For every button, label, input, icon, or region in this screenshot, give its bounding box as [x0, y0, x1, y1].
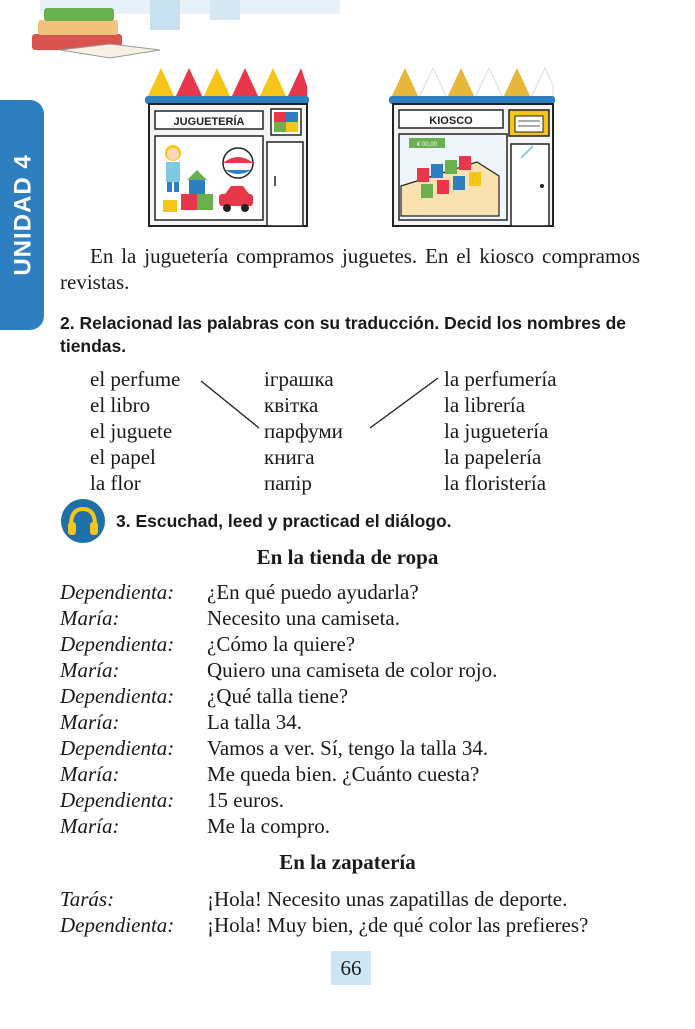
dialogue1-title: En la tienda de ropa: [256, 545, 439, 569]
speaker: Dependienta:: [60, 684, 175, 708]
line-text: Necesito una camiseta.: [207, 606, 400, 630]
dialogue-line: [60, 814, 330, 838]
ukrainian-word: парфуми: [264, 419, 343, 443]
dialogue-line: [60, 684, 348, 708]
spanish-word: el perfume: [90, 367, 181, 391]
line-text: ¿Cómo la quiere?: [207, 632, 356, 656]
exercise2-instruction: 2. Relacionad las palabras con su traducción. Decid los nombres de tiendas.: [60, 313, 627, 356]
line-text: ¡Hola! Necesito unas zapatillas de deporte.: [207, 887, 568, 911]
dialogue-line: [60, 736, 488, 760]
shop-name: la juguetería: [444, 419, 549, 443]
speaker: Tarás:: [60, 887, 115, 911]
speaker: María:: [60, 658, 120, 682]
line-text: ¿Qué talla tiene?: [207, 684, 349, 708]
speaker: Dependienta:: [60, 788, 175, 812]
price-tag: € 00,00: [416, 142, 438, 148]
shop-name: la floristería: [444, 471, 547, 495]
dialogue-line: [60, 632, 355, 656]
line-text: ¿En qué puedo ayudarla?: [207, 580, 419, 604]
dialogue-line: [60, 658, 497, 682]
ukrainian-word: папір: [264, 471, 312, 495]
spanish-word: el papel: [90, 445, 156, 469]
headphones-icon: [60, 498, 106, 544]
kiosk-sign: KIOSCO: [429, 115, 473, 127]
speaker: María:: [60, 606, 120, 630]
dialogue-line: [60, 710, 302, 734]
speaker: Dependienta:: [60, 913, 175, 937]
match-line: [201, 381, 259, 428]
speaker: Dependienta:: [60, 736, 175, 760]
line-text: 15 euros.: [207, 788, 284, 812]
speaker: María:: [60, 762, 120, 786]
unit-tab-label: UNIDAD 4: [10, 154, 37, 276]
dialogue-line: [60, 788, 284, 812]
line-text: La talla 34.: [207, 710, 303, 734]
dialogue-line: [60, 913, 588, 937]
spanish-word: el libro: [90, 393, 151, 417]
dialogue-line: [60, 580, 419, 604]
speaker: Dependienta:: [60, 632, 175, 656]
exercise3-instruction: 3. Escuchad, leed y practicad el diálogo.: [116, 511, 452, 531]
line-text: Me queda bien. ¿Cuánto cuesta?: [207, 762, 480, 786]
toy-store-sign: JUGUETERÍA: [173, 116, 245, 128]
shop-name: la perfumería: [444, 367, 557, 391]
shop-name: la papelería: [444, 445, 542, 469]
intro-paragraph: En la juguetería compramos juguetes. En el kiosco compramos revistas.: [60, 244, 640, 294]
line-text: Me la compro.: [207, 814, 331, 838]
dialogue-line: [60, 606, 400, 630]
line-text: ¡Hola! Muy bien, ¿de qué color las prefieres?: [207, 913, 589, 937]
dialogue-line: [60, 887, 567, 911]
dialogue-line: [60, 762, 479, 786]
page-number: 66: [331, 951, 371, 985]
shop-name: la librería: [444, 393, 526, 417]
ukrainian-word: квітка: [264, 393, 319, 417]
ukrainian-word: книга: [264, 445, 315, 469]
line-text: Vamos a ver. Sí, tengo la talla 34.: [207, 736, 489, 760]
line-text: Quiero una camiseta de color rojo.: [207, 658, 498, 682]
speaker: María:: [60, 814, 120, 838]
speaker: Dependienta:: [60, 580, 175, 604]
speaker: María:: [60, 710, 120, 734]
spanish-word: la flor: [90, 471, 141, 495]
dialogue2-title: En la zapatería: [279, 850, 416, 874]
spanish-word: el juguete: [90, 419, 173, 443]
ukrainian-word: іграшка: [264, 367, 334, 391]
match-line: [370, 378, 438, 428]
